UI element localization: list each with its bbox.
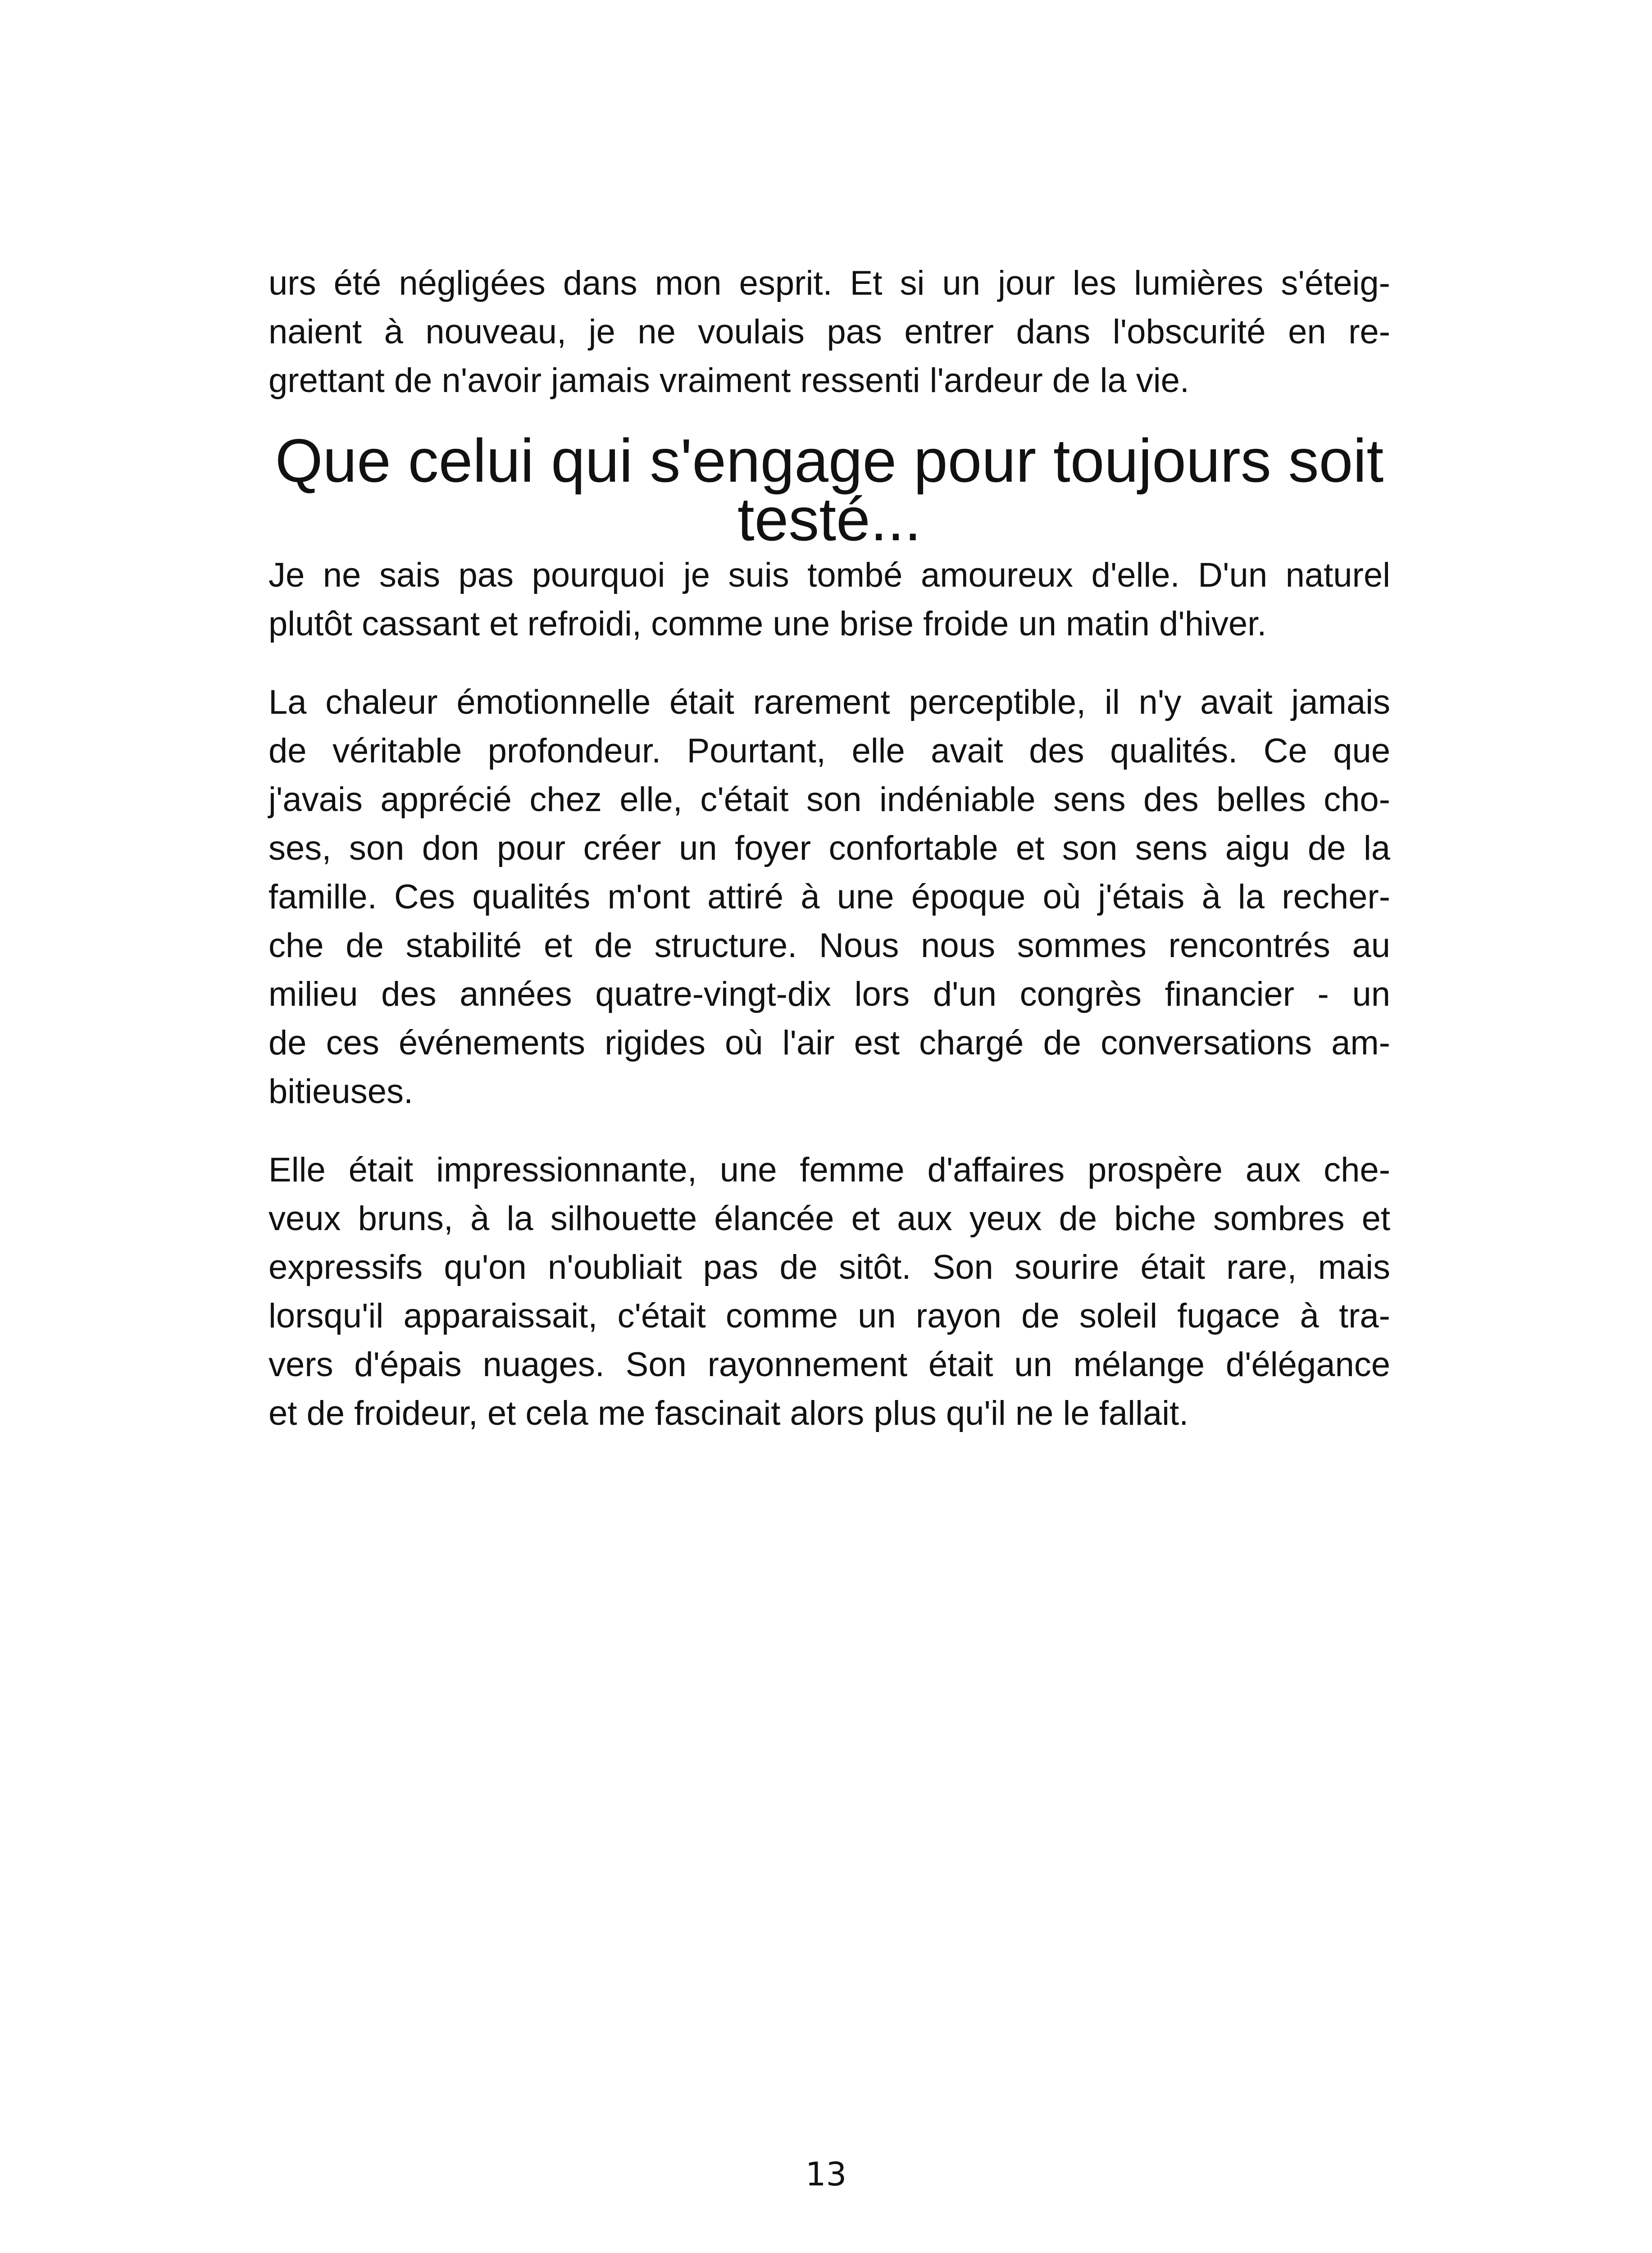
paragraph-2-line-2: de véritable profondeur. Pourtant, elle avait des qualités. Ce que	[269, 732, 1390, 770]
intro-line-1: urs été négligées dans mon esprit. Et si un jour les lumières s'éteig-	[269, 264, 1390, 302]
paragraph-2-line-4: ses, son don pour créer un foyer confortable et son sens aigu de la	[269, 829, 1390, 867]
intro-line-3: grettant de n'avoir jamais vraiment ressenti l'ardeur de la vie.	[269, 361, 1189, 400]
paragraph-2-line-1: La chaleur émotionnelle était rarement perceptible, il n'y avait jamais	[269, 683, 1390, 721]
paragraph-3-line-3: expressifs qu'on n'oubliait pas de sitôt. Son sourire était rare, mais	[269, 1248, 1390, 1286]
paragraph-2-line-6: che de stabilité et de structure. Nous nous sommes rencontrés au	[269, 926, 1390, 965]
chapter-heading-line-1: Que celui qui s'engage pour toujours soit	[275, 426, 1384, 495]
paragraph-2-line-3: j'avais apprécié chez elle, c'était son indéniable sens des belles cho-	[269, 780, 1390, 819]
paragraph-2-line-8: de ces événements rigides où l'air est chargé de conversations am-	[269, 1024, 1390, 1062]
page-number: 13	[805, 2155, 847, 2193]
paragraph-1-line-2: plutôt cassant et refroidi, comme une brise froide un matin d'hiver.	[269, 605, 1267, 643]
intro-paragraph	[269, 259, 1390, 405]
paragraph-3-line-6: et de froideur, et cela me fascinait alors plus qu'il ne le fallait.	[269, 1394, 1189, 1432]
paragraph-3-line-2: veux bruns, à la silhouette élancée et aux yeux de biche sombres et	[269, 1199, 1390, 1238]
chapter-heading-line-2: testé...	[737, 485, 922, 553]
paragraph-spacer	[269, 1116, 1390, 1146]
paragraph-spacer	[269, 648, 1390, 678]
paragraph-2-line-9: bitieuses.	[269, 1072, 414, 1111]
paragraph-1	[269, 551, 1390, 648]
paragraph-3-line-1: Elle était impressionnante, une femme d'affaires prospère aux che-	[269, 1151, 1390, 1189]
paragraph-3-line-4: lorsqu'il apparaissait, c'était comme un rayon de soleil fugace à tra-	[269, 1297, 1390, 1335]
chapter-heading	[269, 426, 1390, 553]
intro-line-2: naient à nouveau, je ne voulais pas entrer dans l'obscurité en re-	[269, 313, 1390, 351]
paragraph-2-line-7: milieu des années quatre-vingt-dix lors d'un congrès financier - un	[269, 975, 1390, 1013]
paragraph-3	[269, 1146, 1390, 1438]
paragraph-1-line-1: Je ne sais pas pourquoi je suis tombé amoureux d'elle. D'un naturel	[269, 556, 1390, 594]
paragraph-2-line-5: famille. Ces qualités m'ont attiré à une époque où j'étais à la recher-	[269, 878, 1390, 916]
paragraph-2	[269, 678, 1390, 1116]
page-content	[269, 259, 1390, 1438]
paragraph-3-line-5: vers d'épais nuages. Son rayonnement était un mélange d'élégance	[269, 1345, 1390, 1384]
